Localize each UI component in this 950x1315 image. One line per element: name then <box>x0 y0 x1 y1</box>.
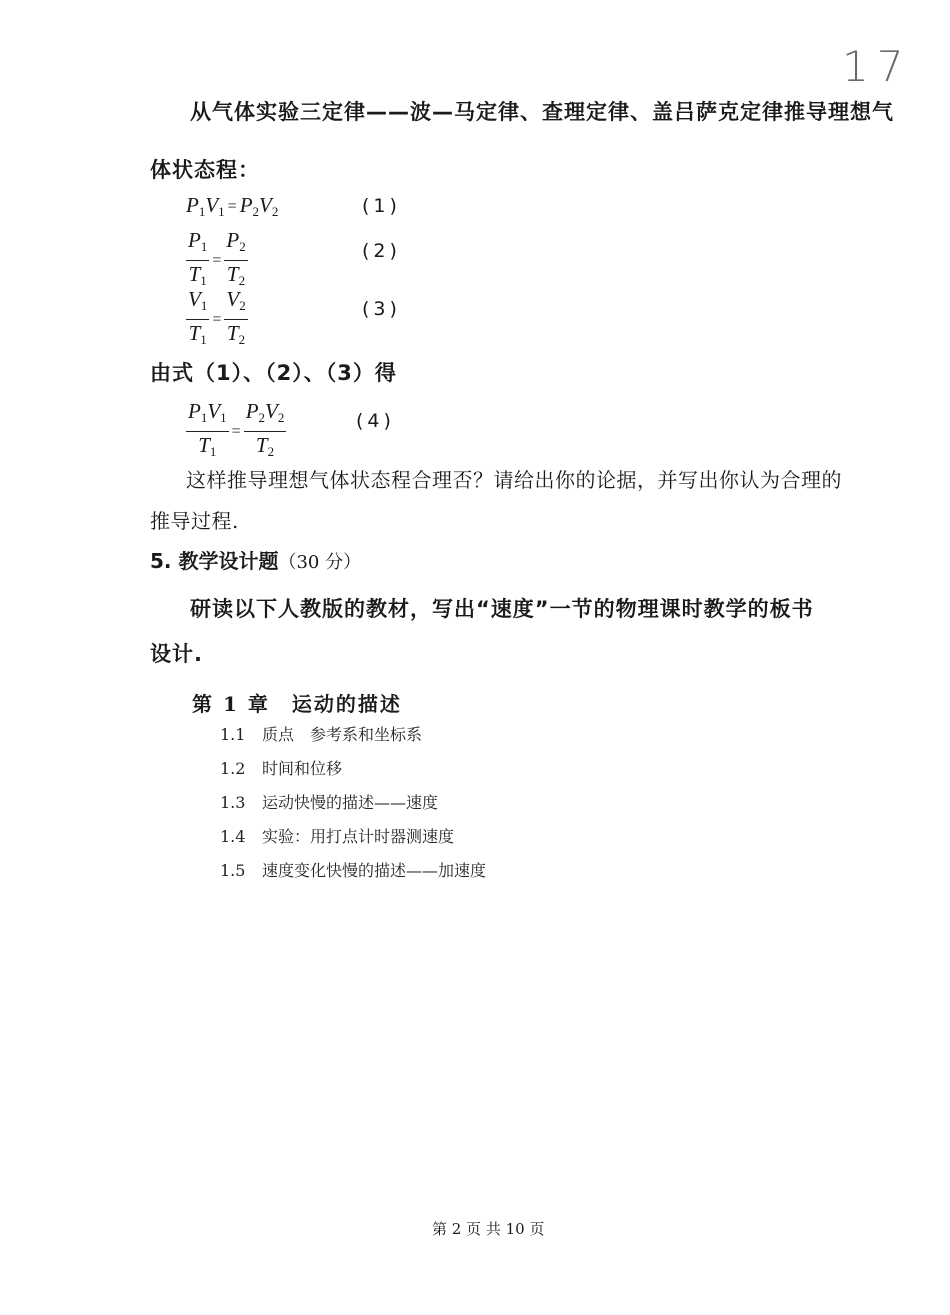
toc-item: 1.2 时间和位移 <box>220 759 343 778</box>
question-line-1: 这样推导理想气体状态程合理否？请给出你的论据，并写出你认为合理的 <box>186 468 842 492</box>
intro-line-1: 从气体实验三定律——波—马定律、查理定律、盖吕萨克定律推导理想气 <box>190 100 894 124</box>
intro-line-2: 体状态程： <box>150 158 260 182</box>
equation-4: $\frac{P_1V_1}{T_1}$ = $\frac{P_2V_2}{T_2}$ <box>188 399 285 459</box>
derivation-text: 由式（1）、（2）、（3）得 <box>150 361 397 385</box>
equation-3: $\frac{V_1}{T_1}$ = $\frac{V_2}{T_2}$ <box>188 287 246 347</box>
handwritten-page-mark: 17 <box>842 42 912 91</box>
textbook-chapter-title: 第 1 章 运动的描述 <box>192 692 402 716</box>
equation-2-label: (2) <box>362 240 401 262</box>
section-5-text-line-2: 设计. <box>150 642 203 666</box>
equation-1-label: (1) <box>362 195 401 217</box>
equation-2: $\frac{P_1}{T_1}$ = $\frac{P_2}{T_2}$ <box>188 228 246 288</box>
section-5-points: （30 分） <box>278 552 362 573</box>
equation-4-label: (4) <box>356 410 395 432</box>
section-5-text-line-1: 研读以下人教版的教材，写出“速度”一节的物理课时教学的板书 <box>190 597 814 621</box>
page-footer: 第 2 页 共 10 页 <box>432 1220 545 1238</box>
question-line-2: 推导过程. <box>150 509 239 533</box>
equation-1: $P_1V_1$ = $P_2V_2$ <box>186 193 279 219</box>
toc-item: 1.1 质点 参考系和坐标系 <box>220 725 423 744</box>
toc-item: 1.5 速度变化快慢的描述——加速度 <box>220 861 487 880</box>
toc-item: 1.3 运动快慢的描述——速度 <box>220 793 439 812</box>
equation-3-label: (3) <box>362 298 401 320</box>
toc-item: 1.4 实验：用打点计时器测速度 <box>220 827 455 846</box>
section-5-heading <box>150 545 361 574</box>
section-5-title: 5. 教学设计题 <box>150 549 279 573</box>
